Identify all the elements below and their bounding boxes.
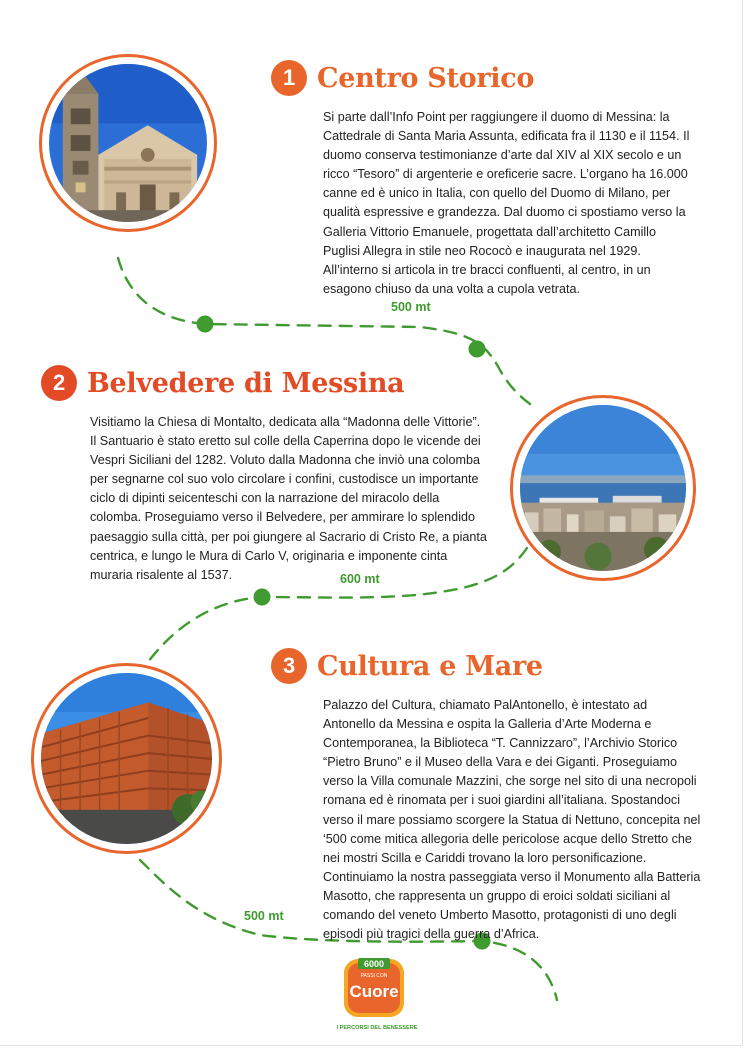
distance-label-3: 500 mt xyxy=(244,909,284,923)
waypoint-dot xyxy=(197,316,214,333)
distance-label-1: 500 mt xyxy=(391,300,431,314)
logo-number: 6000 xyxy=(363,959,385,969)
city-view-photo xyxy=(510,395,696,581)
step-number-badge: 2 xyxy=(41,365,77,401)
logo-small-text: PASSI CON xyxy=(360,973,388,979)
cathedral-photo xyxy=(39,54,217,232)
distance-label-2: 600 mt xyxy=(340,572,380,586)
cuore-logo xyxy=(336,955,418,1035)
waypoint-dot xyxy=(254,589,271,606)
logo-brand: Cuore xyxy=(349,982,399,1001)
section-text-2: Visitiamo la Chiesa di Montalto, dedicata alla “Madonna delle Vittorie”. Il Santuario è stato eretto sul colle della Caperrina dopo le vicende dei Vespri Siciliani del 1282. Voluto dalla Madonna che inviò una colomba per segnarne col suo volo circolare i confini, custodisce un importante ciclo di dipinti seicenteschi con la narrazione del miracolo della colomba. Proseguiamo verso il Belvedere, per ammirare lo splendido paesaggio sulla città, per poi giungere al Sacrario di Cristo Re, a pianta centrica, e lungo le Mura di Carlo V, originaria e imponente cinta muraria risalente al 1537. xyxy=(90,415,487,582)
step-number-badge: 1 xyxy=(271,60,307,96)
section-text-1: Si parte dall’Info Point per raggiungere il duomo di Messina: la Cattedrale di Santa Maria Assunta, edificata fra il 1130 e il 1154. Il duomo conserva testimonianze d’arte dal XIV al XIX secolo e un ricco “Tesoro” di argenterie e oreficerie sacre. L’organo ha 16.000 canne ed è unico in Italia, con quello del Duomo di Milano, per qualità espressive e grandezza. Dal duomo ci spostiamo verso la Galleria Vittorio Emanuele, progettata dall’architetto Camillo Puglisi Allegra in stile neo Rococò e inaugurata nel 1929. All’interno si articola in tre bracci confluenti, al centro, in un esagono chiuso da una volta a cupola vetrata. xyxy=(323,110,690,296)
section-heading: Belvedere di Messina xyxy=(87,367,405,399)
section-title-1 xyxy=(271,60,534,96)
section-title-3 xyxy=(271,648,543,684)
step-number-badge: 3 xyxy=(271,648,307,684)
palace-photo xyxy=(31,663,222,854)
section-title-2 xyxy=(41,365,404,401)
section-heading: Centro Storico xyxy=(317,62,535,94)
logo-tagline: I PERCORSI DEL BENESSERE xyxy=(336,1025,418,1031)
waypoint-dot xyxy=(469,341,486,358)
section-text-3: Palazzo del Cultura, chiamato PalAntonello, è intestato ad Antonello da Messina e ospita la Galleria d’Arte Moderna e Contemporanea, la Biblioteca “T. Cannizzaro”, l’Archivio Storico “Pietro Bruno” e il Museo della Vara e dei Giganti. Proseguiamo verso la Villa comunale Mazzini, che sorge nel sito di una necropoli romana ed è rinomata per i suoi giardini all’italiana. Spostandoci verso il mare possiamo scorgere la Statua di Nettuno, concepita nel ‘500 come mitica allegoria delle pericolose acque dello Stretto che nei mostri Scilla e Cariddi trovano la loro personificazione. Continuiamo la nostra passeggiata verso il Monumento alla Batteria Masotto, che rappresenta un gruppo di eroici soldati siciliani al comando del veneto Umberto Masotto, protagonisti di uno degli episodi più tragici della guerra d’Africa. xyxy=(323,698,701,942)
section-heading: Cultura e Mare xyxy=(317,650,543,682)
